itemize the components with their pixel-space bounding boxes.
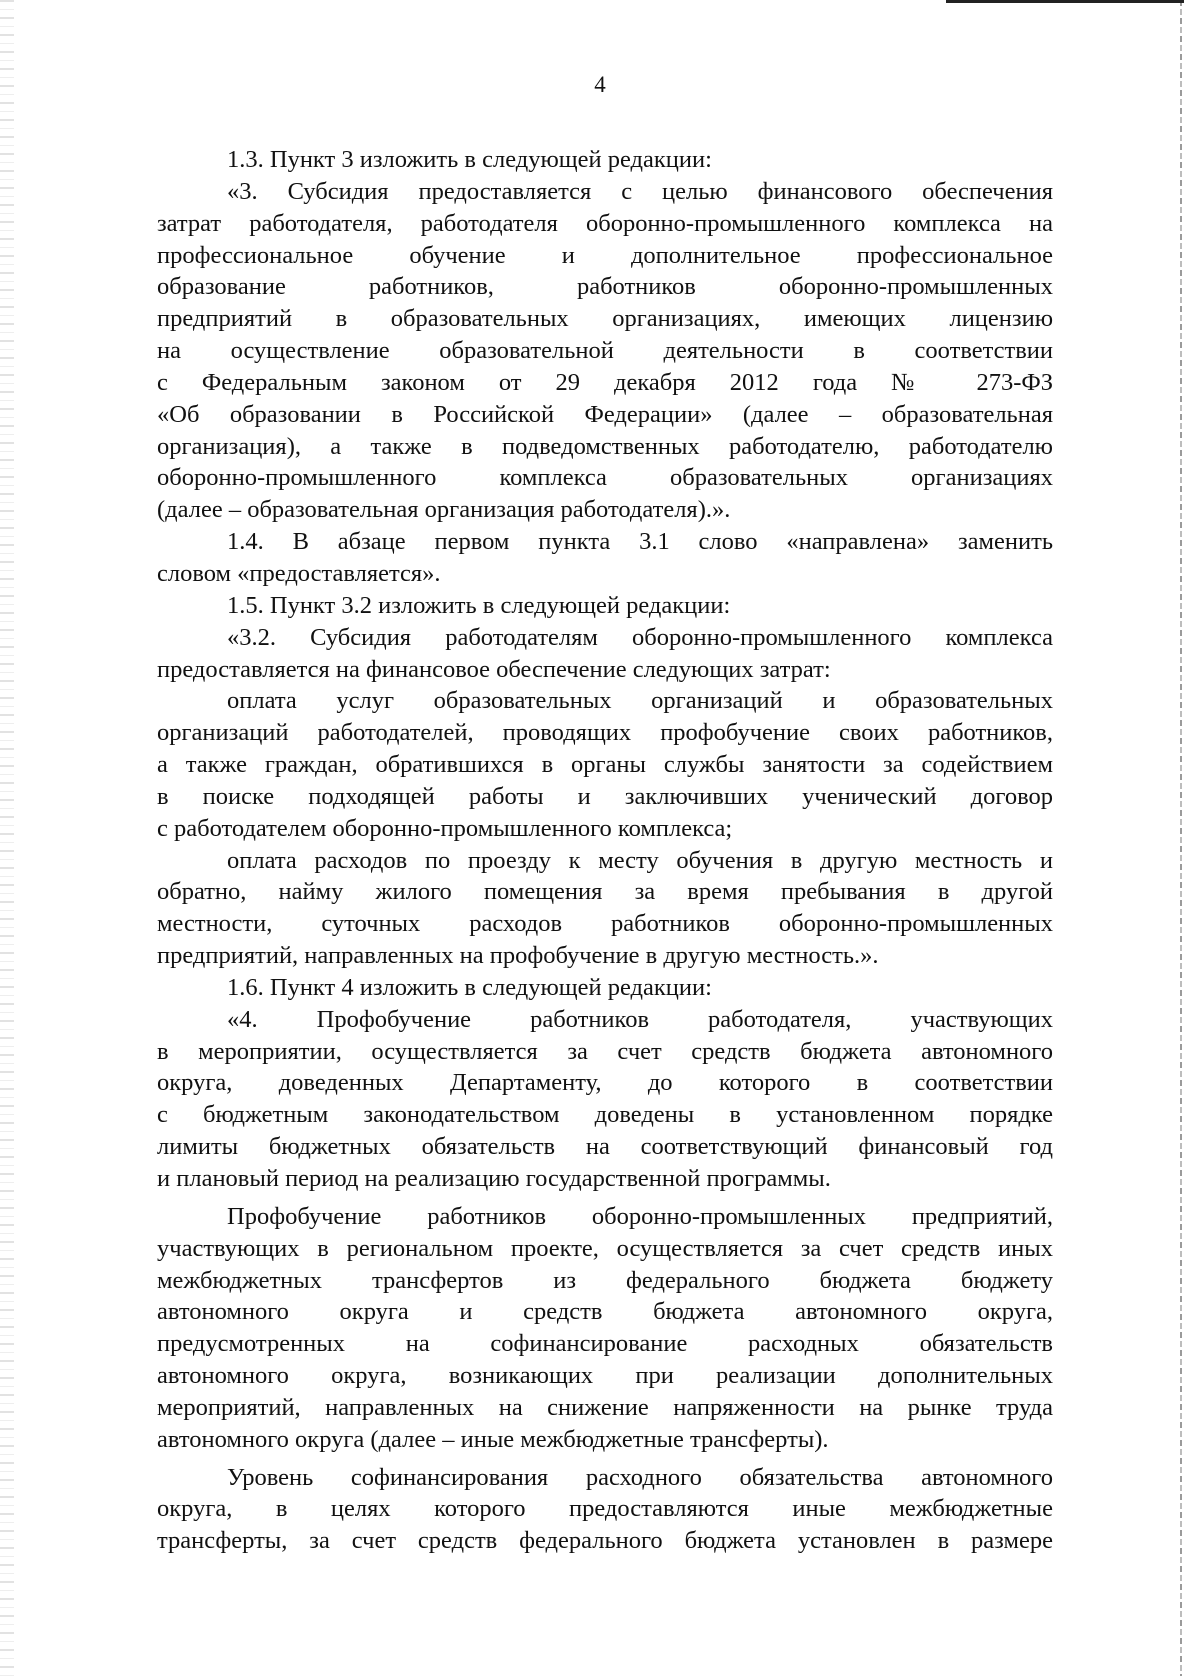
document-body [157, 144, 1053, 1557]
text-line: организаций работодателей, проводящих профобучение своих работников, [157, 719, 1053, 747]
text-line: местности, суточных расходов работников оборонно-промышленных [157, 910, 1053, 938]
text-line: с бюджетным законодательством доведены в установленном порядке [157, 1101, 1053, 1129]
text-line: «4. Профобучение работников работодателя, участвующих [227, 1005, 1053, 1033]
text-line: трансферты, за счет средств федерального бюджета установлен в размере [157, 1527, 1053, 1555]
text-line: с Федеральным законом от 29 декабря 2012 года № 273-ФЗ [157, 368, 1053, 396]
text-line: и плановый период на реализацию государственной программы. [157, 1165, 831, 1192]
text-line: с работодателем оборонно-промышленного комплекса; [157, 814, 733, 842]
text-line: оборонно-промышленного комплекса образовательных организациях [157, 464, 1053, 492]
text-line: межбюджетных трансфертов из федерального бюджета бюджету [157, 1266, 1053, 1294]
scan-edge-left [0, 0, 14, 1676]
text-line: «3.2. Субсидия работодателям оборонно-промышленного комплекса [227, 623, 1053, 651]
text-line: округа, доведенных Департаменту, до которого в соответствии [157, 1069, 1053, 1097]
text-line: в мероприятии, осуществляется за счет средств бюджета автономного [157, 1037, 1053, 1065]
text-line: мероприятий, направленных на снижение напряженности на рынке труда [157, 1393, 1053, 1421]
text-line: 1.3. Пункт 3 изложить в следующей редакции: [227, 146, 712, 173]
text-line: предусмотренных на софинансирование расходных обязательств [157, 1330, 1053, 1358]
text-line: оплата услуг образовательных организаций и образовательных [227, 687, 1053, 715]
text-line: а также граждан, обратившихся в органы службы занятости за содействием [157, 751, 1053, 779]
text-line: (далее – образовательная организация работодателя).». [157, 496, 731, 524]
text-line: оплата расходов по проезду к месту обучения в другую местность и [227, 846, 1053, 874]
text-line: лимиты бюджетных обязательств на соответствующий финансовый год [157, 1133, 1053, 1161]
top-rule [946, 0, 1184, 3]
text-line: организация), а также в подведомственных работодателю, работодателю [157, 432, 1053, 460]
text-line: в поиске подходящей работы и заключивших ученический договор [157, 782, 1053, 810]
text-line: на осуществление образовательной деятельности в соответствии [157, 337, 1053, 365]
text-line: обратно, найму жилого помещения за время пребывания в другой [157, 878, 1053, 906]
text-line: автономного округа, возникающих при реализации дополнительных [157, 1362, 1053, 1390]
text-line: «Об образовании в Российской Федерации» (далее – образовательная [157, 400, 1053, 428]
scan-edge-right [1180, 0, 1182, 1676]
text-line: 1.5. Пункт 3.2 изложить в следующей редакции: [227, 591, 731, 619]
text-line: Уровень софинансирования расходного обязательства автономного [227, 1463, 1053, 1491]
text-line: Профобучение работников оборонно-промышленных предприятий, [227, 1202, 1053, 1230]
text-line: автономного округа (далее – иные межбюджетные трансферты). [157, 1425, 829, 1453]
text-line: затрат работодателя, работодателя оборонно-промышленного комплекса на [157, 209, 1053, 237]
text-line: участвующих в региональном проекте, осуществляется за счет средств иных [157, 1234, 1053, 1262]
text-line: 1.6. Пункт 4 изложить в следующей редакции: [227, 973, 712, 1001]
text-line: «3. Субсидия предоставляется с целью финансового обеспечения [227, 177, 1053, 205]
text-line: округа, в целях которого предоставляются иные межбюджетные [157, 1495, 1053, 1523]
text-line: предоставляется на финансовое обеспечение следующих затрат: [157, 655, 831, 683]
page-number: 4 [594, 72, 606, 97]
text-line: 1.4. В абзаце первом пункта 3.1 слово «направлена» заменить [227, 528, 1053, 556]
text-line: словом «предоставляется». [157, 559, 441, 587]
text-line: предприятий, направленных на профобучение в другую местность.». [157, 942, 879, 970]
text-line: автономного округа и средств бюджета автономного округа, [157, 1298, 1053, 1326]
text-line: профессиональное обучение и дополнительное профессиональное [157, 241, 1053, 269]
text-line: образование работников, работников оборонно-промышленных [157, 273, 1053, 301]
text-line: предприятий в образовательных организациях, имеющих лицензию [157, 305, 1053, 333]
